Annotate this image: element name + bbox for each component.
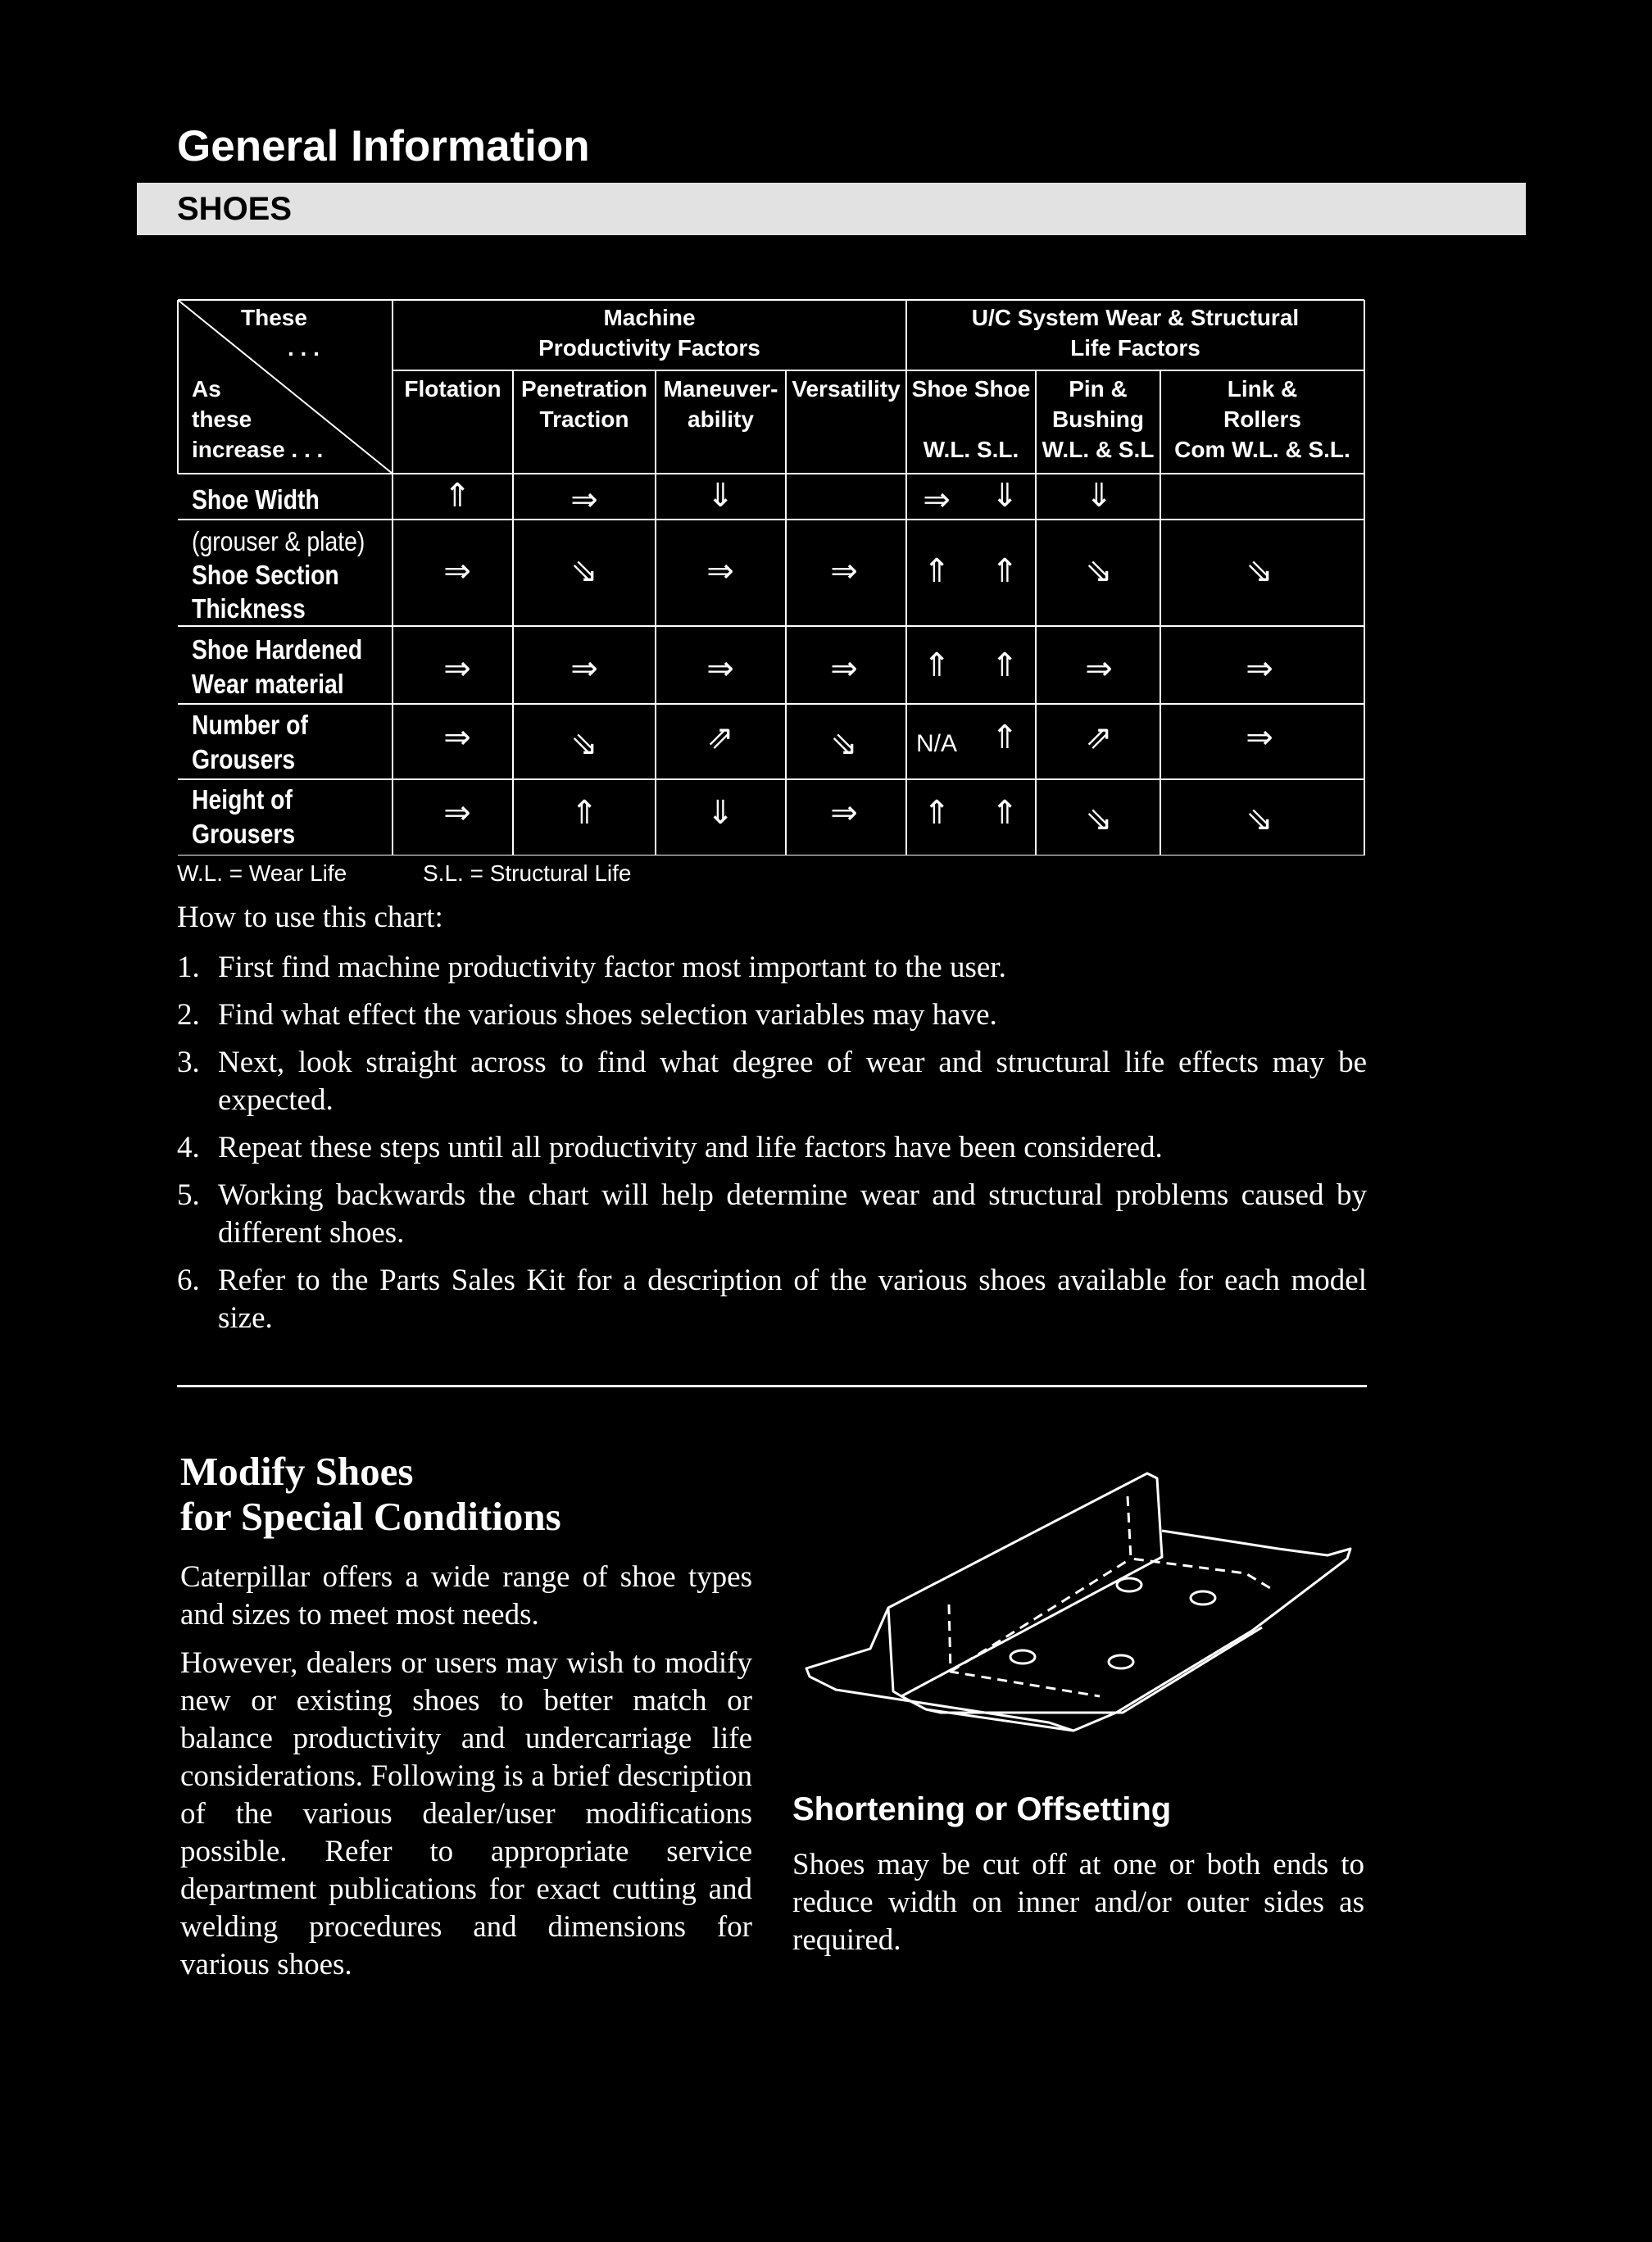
shoe-plate-outline: [806, 1531, 1350, 1731]
cell-arrow: ⇑: [923, 794, 951, 832]
row-label-section-2: Shoe Section: [192, 560, 339, 590]
cell-arrow: ⇓: [706, 477, 734, 515]
row-label-number-1: Number of: [192, 710, 308, 740]
howto-step: [177, 996, 1367, 1034]
group-header-machine-1: Machine: [603, 305, 696, 330]
cell-arrow: ⇗: [706, 719, 734, 756]
modify-title-line-1: Modify Shoes: [180, 1449, 414, 1494]
step-text: Repeat these steps until all productivity and life factors have been considered.: [218, 1131, 1163, 1164]
section-bar-label: SHOES: [177, 191, 293, 227]
row-label-shoe-width: Shoe Width: [192, 484, 320, 515]
howto-step: [177, 1177, 1367, 1252]
howto-step: [177, 949, 1367, 987]
col-header-pin-1: Pin &: [1069, 376, 1128, 402]
cell-arrow: ⇑: [570, 794, 598, 832]
cell-arrow: ⇑: [923, 552, 951, 590]
corner-bottom-label-1: As: [192, 376, 221, 402]
step-text: Refer to the Parts Sales Kit for a description of the various shoes available for each model size.: [218, 1264, 1367, 1335]
col-header-flotation: Flotation: [404, 376, 502, 402]
modify-paragraph-1: Caterpillar offers a wide range of shoe types and sizes to meet most needs.: [180, 1560, 752, 1632]
modify-paragraph-2: However, dealers or users may wish to modify new or existing shoes to better match or balance productivity and undercarriage life considerations. Following is a brief description of the various dealer/user modifications possible. Refer to appropriate service department publications for exact cutting and welding procedures and dimensions for various shoes.: [180, 1646, 752, 1981]
group-header-machine-2: Productivity Factors: [538, 335, 760, 361]
col-header-maneuver-2: ability: [688, 406, 754, 432]
group-header-uc-2: Life Factors: [1070, 335, 1200, 361]
col-header-pin-3: W.L. & S.L: [1042, 437, 1155, 462]
corner-top-dots: . . .: [288, 335, 320, 361]
cell-arrow: ⇘: [830, 725, 858, 763]
cell-arrow: ⇑: [991, 552, 1019, 590]
cell-arrow: ⇒: [706, 650, 734, 688]
corner-bottom-label-2: these: [192, 406, 252, 432]
row-label-hardened-1: Shoe Hardened: [192, 634, 363, 665]
cell-arrow: ⇘: [570, 552, 598, 590]
step-text: Next, look straight across to find what degree of wear and structural life effects may be expected.: [218, 1046, 1367, 1117]
cell-arrow: ⇓: [706, 794, 734, 832]
row-label-hardened-2: Wear material: [192, 669, 344, 699]
cell-arrow: ⇒: [570, 650, 598, 688]
cell-arrow: ⇒: [1085, 650, 1113, 688]
step-text: Find what effect the various shoes selection variables may have.: [218, 998, 997, 1032]
bolt-hole: [1117, 1578, 1141, 1591]
section-divider: [177, 1385, 1367, 1387]
cell-arrow: ⇒: [830, 794, 858, 832]
cell-arrow: ⇒: [443, 650, 471, 688]
row-label-height-2: Grousers: [192, 819, 296, 849]
cell-arrow: ⇑: [443, 477, 471, 515]
corner-bottom-label-3: increase . . .: [192, 437, 324, 462]
cell-arrow: ⇒: [1246, 650, 1273, 688]
bolt-hole: [1191, 1591, 1215, 1604]
cell-arrow: ⇑: [991, 794, 1019, 832]
cell-arrow: ⇑: [991, 719, 1019, 756]
bolt-hole: [1109, 1655, 1133, 1668]
col-header-link-1: Link &: [1227, 376, 1298, 402]
cell-arrow: ⇘: [1085, 801, 1113, 838]
page-title: General Information: [177, 122, 590, 170]
row-label-section-1: (grouser & plate): [192, 526, 365, 556]
section-bar: [137, 183, 1526, 235]
cell-arrow: ⇒: [570, 481, 598, 519]
shortening-text: Shoes may be cut off at one or both ends to reduce width on inner and/or outer sides as required.: [792, 1848, 1364, 1957]
cell-arrow: ⇒: [830, 552, 858, 590]
hidden-line: [1128, 1496, 1270, 1588]
col-header-versatility: Versatility: [792, 376, 901, 402]
cell-arrow: ⇘: [1246, 801, 1273, 838]
cell-arrow: ⇘: [1085, 552, 1113, 590]
howto-step: [177, 1044, 1367, 1119]
legend-wear-life: W.L. = Wear Life: [177, 860, 347, 886]
shortening-heading: Shortening or Offsetting: [792, 1791, 1172, 1827]
cell-arrow: ⇒: [923, 481, 951, 519]
cell-arrow: ⇘: [570, 725, 598, 763]
bolt-hole: [1010, 1650, 1035, 1663]
col-header-link-3: Com W.L. & S.L.: [1174, 437, 1350, 462]
step-number: 4.: [177, 1131, 200, 1164]
cell-arrow: ⇗: [1085, 719, 1113, 756]
cell-arrow: ⇑: [923, 647, 951, 684]
row-label-number-2: Grousers: [192, 744, 296, 774]
row-label-section-3: Thickness: [192, 593, 306, 624]
modify-title-line-2: for Special Conditions: [180, 1494, 561, 1539]
col-header-penetration-1: Penetration: [520, 376, 648, 402]
cell-arrow: ⇒: [830, 650, 858, 688]
shoe-hidden-lines: [949, 1496, 1270, 1696]
cell-arrow: ⇒: [443, 552, 471, 590]
track-shoe-illustration: [803, 1467, 1360, 1737]
col-header-pin-2: Bushing: [1052, 406, 1144, 432]
shoe-plate-step: [926, 1627, 1262, 1713]
row-label-height-1: Height of: [192, 784, 293, 815]
col-header-penetration-2: Traction: [539, 406, 629, 432]
col-header-shoe-3: W.L. S.L.: [923, 437, 1019, 462]
col-header-link-2: Rollers: [1223, 406, 1301, 432]
howto-heading: How to use this chart:: [177, 901, 443, 934]
step-number: 1.: [177, 951, 200, 984]
cell-arrow: ⇒: [443, 794, 471, 832]
cell-arrow: ⇒: [706, 552, 734, 590]
step-number: 2.: [177, 998, 200, 1032]
step-number: 6.: [177, 1264, 200, 1297]
cell-arrow: ⇒: [443, 719, 471, 756]
modify-title: [180, 1449, 561, 1539]
cell-arrow: ⇑: [991, 647, 1019, 684]
step-number: 5.: [177, 1178, 200, 1212]
cell-arrow: ⇘: [1246, 552, 1273, 590]
step-text: First find machine productivity factor most important to the user.: [218, 951, 1006, 984]
cell-na: N/A: [915, 730, 957, 757]
corner-top-label: These: [241, 305, 307, 330]
howto-step: [177, 1262, 1367, 1337]
cell-arrow: ⇓: [1085, 477, 1113, 515]
col-header-maneuver-1: Maneuver-: [663, 376, 778, 402]
step-number: 3.: [177, 1046, 200, 1079]
legend-structural-life: S.L. = Structural Life: [423, 860, 632, 886]
col-header-shoe-1: Shoe Shoe: [911, 376, 1031, 402]
howto-step: [177, 1129, 1367, 1167]
cell-arrow: ⇒: [1246, 719, 1273, 756]
cell-arrow: ⇓: [991, 477, 1019, 515]
step-text: Working backwards the chart will help determine wear and structural problems caused by different shoes.: [218, 1178, 1367, 1250]
group-header-uc-1: U/C System Wear & Structural: [971, 305, 1300, 330]
